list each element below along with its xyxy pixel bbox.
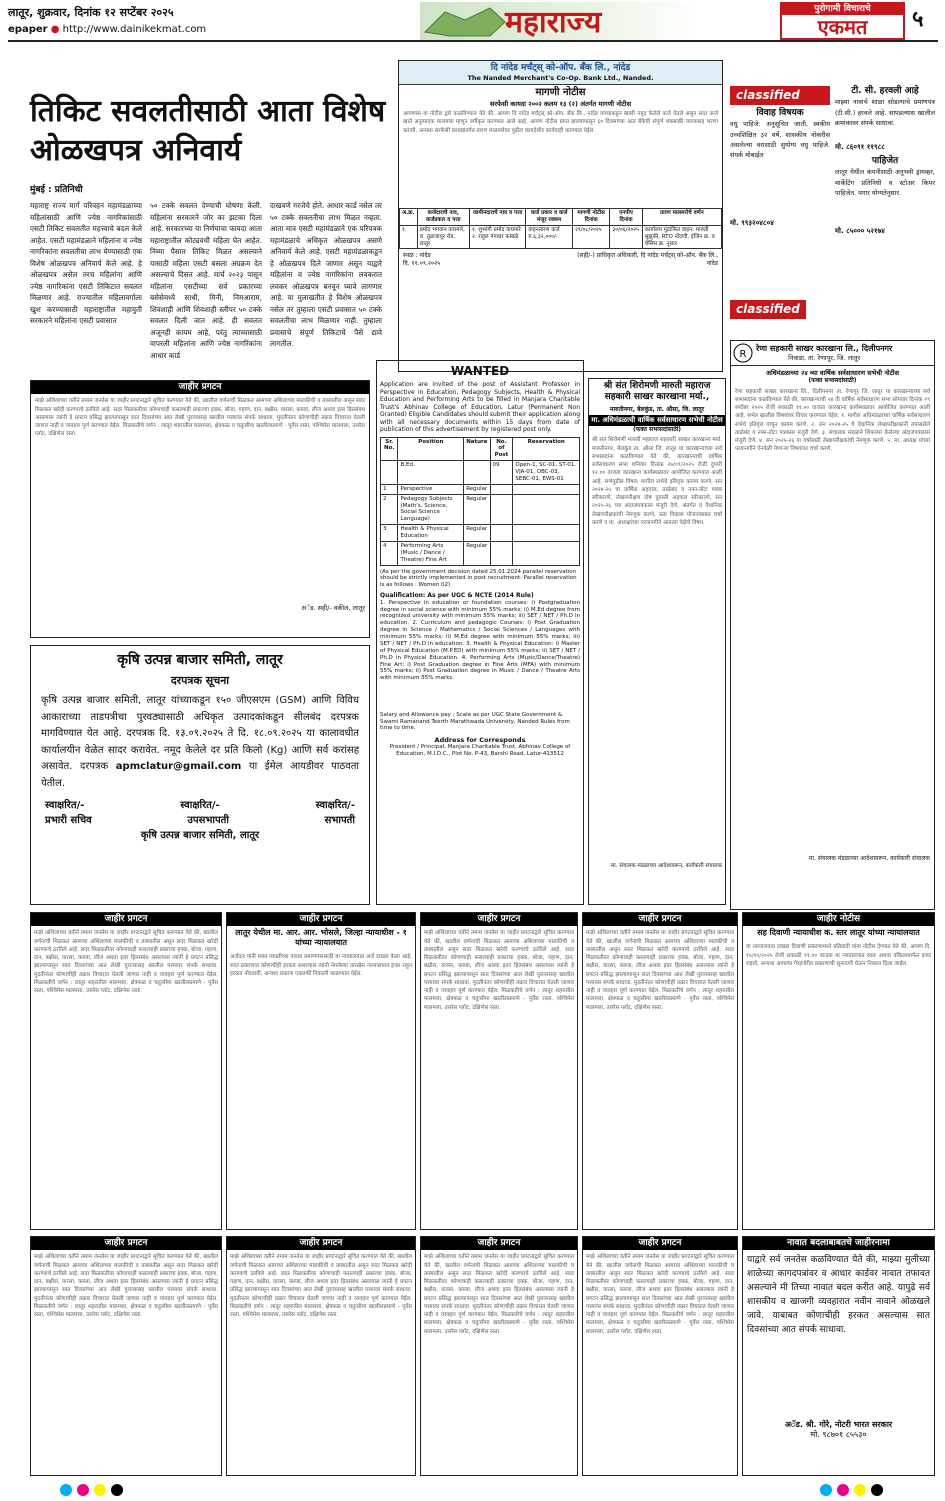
table-cell: Regular xyxy=(464,541,490,565)
civil-court-body: या न्यायालयात दाखल दिवाणी प्रकरणामध्ये प्रतिवादी यांना नोटीस देण्यात येते की, आपण दि. १५/१०/२०२५ रोजी सकाळी ११.०० वाजता या न्यायालयात स्वतः अथवा वकिलामार्फत हजर राहावे, अन्यथा आपल्या गैरहजेरीत प्रकरणाची सुनावणी घेऊन निकाल दिला जाईल. xyxy=(746,944,931,967)
map-icon xyxy=(420,2,510,40)
public-notice-5-body: माझे अशिलाच्या वतीने तमाम जनतेस या जाहीर प्रगटनाद्वारे सूचित करण्यात येते की, खालील वर्णनाची मिळकत आमच्या अशिलाच्या मालकीची व ताब्यातील असून सदर मिळकत खरेदी करण्याचे ठरविले आहे. सदर मिळकतीवर कोणाचाही कसल्याही प्रकारचा हक्क, बोजा, गहाण, दान, बक्षीस, वारसा, कब्जा, लीज अथवा इतर हितसंबंध असल्यास त्यांनी हे प्रगटन प्रसिद्ध झाल्यापासून सात दिवसांच्या आत लेखी पुराव्यासह खालील पत्त्यावर संपर्क साधावा. मुदतीनंतर कोणाचीही तक्रार विचारात घेतली जाणार नाही व व्यवहार पूर्ण करण्यात येईल. मिळकतीचे वर्णन : लातूर शहरातील मालमत्ता, क्षेत्रफळ व चतुःसीमा खालीलप्रमाणे - पूर्वेस रस्ता, पश्चिमेस मालमत्ता, उत्तरेस प्लॉट, दक्षिणेस रस्ता. xyxy=(230,1254,412,1318)
sant-notice-title: मा. अधिमंडळाची वार्षिक सर्वसाधारण सभेची नोटीस xyxy=(589,415,725,426)
bank-name-en: The Nanded Merchant's Co-Op. Bank Ltd., Nanded. xyxy=(467,74,654,83)
table-cell: Open-1, SC-01, ST-01, VJA-01, OBC-03, SEBC-01, EWS-01 xyxy=(513,461,580,485)
table-cell: १. xyxy=(400,225,418,249)
header-rule xyxy=(8,40,938,42)
left-notice-body: माझे अशिलाच्या वतीने तमाम जनतेस या जाहीर प्रगटनाद्वारे सूचित करण्यात येते की, खालील वर्णनाची मिळकत आमच्या अशिलाच्या मालकीची व ताब्यातील असून सदर मिळकत खरेदी करण्याचे ठरविले आहे. सदर मिळकतीवर कोणाचाही कसल्याही प्रकारचा हक्क, बोजा, गहाण, दान, बक्षीस, वारसा, कब्जा, लीज अथवा इतर हितसंबंध असल्यास त्यांनी हे प्रगटन प्रसिद्ध झाल्यापासून सात दिवसांच्या आत लेखी पुराव्यासह खालील पत्त्यावर संपर्क साधावा. मुदतीनंतर कोणाचीही तक्रार विचारात घेतली जाणार नाही व व्यवहार पूर्ण करण्यात येईल. मिळकतीचे वर्णन : लातूर शहरातील मालमत्ता, क्षेत्रफळ व चतुःसीमा खालीलप्रमाणे - पूर्वेस रस्ता, पश्चिमेस मालमत्ता, उत्तरेस प्लॉट, दक्षिणेस रस्ता. xyxy=(35,398,365,438)
epaper-label: epaper xyxy=(8,24,48,35)
classified-block xyxy=(730,86,935,306)
table-header: Position xyxy=(398,437,464,461)
apmc-footer: कृषि उत्पन्न बाजार समिती, लातूर xyxy=(140,830,260,842)
renuka-subtitle: (फक्त सभासदांसाठी) xyxy=(808,377,857,385)
public-notice-2-body: माझे अशिलाच्या वतीने तमाम जनतेस या जाहीर प्रगटनाद्वारे सूचित करण्यात येते की, खालील वर्णनाची मिळकत आमच्या अशिलाच्या मालकीची व ताब्यातील असून सदर मिळकत खरेदी करण्याचे ठरविले आहे. सदर मिळकतीवर कोणाचाही कसल्याही प्रकारचा हक्क, बोजा, गहाण, दान, बक्षीस, वारसा, कब्जा, लीज अथवा इतर हितसंबंध असल्यास त्यांनी हे प्रगटन प्रसिद्ध झाल्यापासून सात दिवसांच्या आत लेखी पुराव्यासह खालील पत्त्यावर संपर्क साधावा. मुदतीनंतर कोणाचीही तक्रार विचारात घेतली जाणार नाही व व्यवहार पूर्ण करण्यात येईल. मिळकतीचे वर्णन : लातूर शहरातील मालमत्ता, क्षेत्रफळ व चतुःसीमा खालीलप्रमाणे - पूर्वेस रस्ता, पश्चिमेस मालमत्ता, उत्तरेस प्लॉट, दक्षिणेस रस्ता. xyxy=(424,930,574,1011)
public-notice-2-title: जाहीर प्रगटन xyxy=(421,913,577,926)
left-notice-title: जाहीर प्रगटन xyxy=(31,381,369,394)
lead-col-1: महाराष्ट्र राज्य मार्ग परिवहन महामंडळाच्या महिलांसाठी आणि ज्येष्ठ नागरिकांसाठी एसटी तिकिट सवलतीत महत्त्वाचे बदल केले आहेत. एसटी महामंडळाने महिलांना व ज्येष्ठ नागरिकांना सवलतीचा लाभ घेण्यासाठी एक विशेष ओळखपत्र अनिवार्य केले आहे. हे ओळखपत्र असेल तरच महिलांना आणि ज्येष्ठ नागरिकांना एसटी तिकिटात सवलत मिळणार आहे. राज्यातील महिलावर्गाला खुश करण्यासाठी महाराष्ट्रातील महायुती सरकारने महिलांना एसटी प्रवासात xyxy=(30,201,142,326)
renuka-signature: मा. संचालक मंडळाच्या आदेशावरून, कार्यकारी संचालक xyxy=(808,854,930,862)
table-header: Nature xyxy=(464,437,490,461)
court-notice-court: लातूर येथील मा. आर. आर. भोसले, जिल्हा न्यायाधीश - १ यांच्या न्यायालयात xyxy=(235,928,407,948)
table-header: Reservation xyxy=(513,437,580,461)
table-cell: कार्यालय मुद्रांकित वाहन: मारुती सुझुकी, RTO नोंदणी, इंजिन क्र. व चेसिस क्र. नुसार xyxy=(642,225,721,249)
public-notice-1 xyxy=(30,912,222,1230)
name-change-signature: अॅड. श्री. गोरे, नोटरी भारत सरकार xyxy=(784,1420,893,1430)
renuka-title: अधिमंडळाच्या २४ व्या वार्षिक सर्वसाधारण सभेची नोटीस xyxy=(766,369,899,377)
bank-name: दि नांदेड मर्चंट्स् को-ऑप. बँक लि., नांदेड xyxy=(490,63,631,73)
wanted-notice xyxy=(376,360,584,905)
bank-notice-table xyxy=(399,208,722,249)
paper-name: एकमत xyxy=(817,15,868,39)
bank-notice-date: दि. ११.०९.२०२५ xyxy=(403,259,441,267)
lead-headline: तिकिट सवलतीसाठी आता विशेष ओळखपत्र अनिवार्य xyxy=(30,94,386,168)
sant-body: श्री संत शिरोमणी मारुती महाराज सहकारी साखर कारखाना मर्या. मारुतीनगर, बेलकुंड ता. औसा जि. लातूर या कारखान्याच्या सर्व सभासदांना कळविण्यात येते की, कारखान्याची वार्षिक सर्वसाधारण सभा शनिवार दिनांक २७/०९/२०२५ रोजी दुपारी १२.०० वाजता कारखाना कार्यस्थळावर आयोजित करण्यात आली आहे. सभेपुढील विषय: मागील सभेचे इतिवृत्त कायम करणे, सन २०२४-२५ चा वार्षिक अहवाल, ताळेबंद व नफा-तोटा पत्रक स्वीकारणे, लेखापरीक्षण दोष दुरुस्ती अहवाल स्वीकारणे, सन २०२५-२६ च्या अंदाजपत्रकास मंजुरी देणे, अंतर्गत व वैधानिक लेखापरीक्षकांची नेमणूक करणे, ऊस विकास योजनांबाबत चर्चा करणे व मा. अध्यक्षांच्या परवानगीने आयत्या वेळेचे विषय. xyxy=(592,437,722,526)
bank-notice-place: स्थळ : नांदेड xyxy=(403,252,431,260)
wanted-salary: Salary and Allowance pay : Scale as per UGC State Government & Swami Ramanand Teerth Marathwada University, Nanded Rules from time to time. xyxy=(380,711,570,732)
bank-notice-subtitle: सरफेसी कायदा २००२ कलम १३ (२) अंतर्गत मागणी नोटीस xyxy=(489,99,631,108)
left-notice-signature: अॅड. सही/- वकील, लातूर xyxy=(301,604,365,613)
table-cell: 09 xyxy=(490,461,513,485)
wanted-note: (As per the government decision dated 25.01.2024 parallel reservation should be strictly implemented in post recruitment. Parallel reservation is as follows : Women 02) xyxy=(380,568,577,589)
table-cell xyxy=(513,525,580,542)
table-cell: Health & Physical Education xyxy=(398,525,464,542)
page-number: ५ xyxy=(912,7,924,32)
wanted-ad-phone: मो. ८५००० ५२१७४ xyxy=(835,227,885,236)
table-header: तारण मालमत्तेचे वर्णन xyxy=(642,209,721,226)
table-header: Sr. No. xyxy=(381,437,398,461)
table-cell: ३०/०६/२०२५ xyxy=(610,225,642,249)
public-notice-4-body: माझे अशिलाच्या वतीने तमाम जनतेस या जाहीर प्रगटनाद्वारे सूचित करण्यात येते की, खालील वर्णनाची मिळकत आमच्या अशिलाच्या मालकीची व ताब्यातील असून सदर मिळकत खरेदी करण्याचे ठरविले आहे. सदर मिळकतीवर कोणाचाही कसल्याही प्रकारचा हक्क, बोजा, गहाण, दान, बक्षीस, वारसा, कब्जा, लीज अथवा इतर हितसंबंध असल्यास त्यांनी हे प्रगटन प्रसिद्ध झाल्यापासून सात दिवसांच्या आत लेखी पुराव्यासह खालील पत्त्यावर संपर्क साधावा. मुदतीनंतर कोणाचीही तक्रार विचारात घेतली जाणार नाही व व्यवहार पूर्ण करण्यात येईल. मिळकतीचे वर्णन : लातूर शहरातील मालमत्ता, क्षेत्रफळ व चतुःसीमा खालीलप्रमाणे - पूर्वेस रस्ता, पश्चिमेस मालमत्ता, उत्तरेस प्लॉट, दक्षिणेस रस्ता. xyxy=(34,1254,218,1318)
classified-label-2: classified xyxy=(730,300,806,319)
renuka-address: निवाडा, ता. रेणापूर, जि. लातूर xyxy=(788,353,861,362)
table-header: No. of Post xyxy=(490,437,513,461)
factory-logo-icon xyxy=(733,343,753,363)
table-cell: B.Ed. xyxy=(398,461,464,485)
table-header: एनपीए दिनांक xyxy=(610,209,642,226)
wanted-ad-title: पाहिजेत xyxy=(871,156,899,166)
sant-sub: (फक्त सभासदांसाठी) xyxy=(632,425,682,433)
public-notice-3-title: जाहीर प्रगटन xyxy=(583,913,737,926)
name-change-title: नावात बदलाबाबतचे जाहीरनामा xyxy=(743,1237,934,1250)
table-row xyxy=(381,541,580,565)
epaper-line xyxy=(8,24,206,37)
court-notice-title: जाहीर प्रगटन xyxy=(227,913,415,926)
court-notice-body: अर्जदार यांनी मयत व्यक्तीच्या वारसा प्रमाणपत्रासाठी या न्यायालयात अर्ज दाखल केला आहे. सदर प्रकरणात कोणाचीही हरकत असल्यास त्यांनी नेमलेल्या तारखेस न्यायालयात हजर राहून हरकत नोंदवावी, अन्यथा प्रकरण एकतर्फी निकाली काढण्यात येईल. xyxy=(230,954,412,977)
public-notice-7-title: जाहीर प्रगटन xyxy=(583,1237,737,1250)
tc-lost-phone: मो. ८६०९१ ११९८८ xyxy=(835,143,885,152)
epaper-icon: ● xyxy=(50,24,60,35)
apmc-role-1: प्रभारी सचिव xyxy=(45,814,92,826)
table-cell xyxy=(490,494,513,525)
lead-byline: मुंबई : प्रतिनिधी xyxy=(30,185,83,195)
website-link[interactable]: http://www.dainikekmat.com xyxy=(62,24,207,35)
table-cell xyxy=(490,484,513,494)
public-notice-7-body: माझे अशिलाच्या वतीने तमाम जनतेस या जाहीर प्रगटनाद्वारे सूचित करण्यात येते की, खालील वर्णनाची मिळकत आमच्या अशिलाच्या मालकीची व ताब्यातील असून सदर मिळकत खरेदी करण्याचे ठरविले आहे. सदर मिळकतीवर कोणाचाही कसल्याही प्रकारचा हक्क, बोजा, गहाण, दान, बक्षीस, वारसा, कब्जा, लीज अथवा इतर हितसंबंध असल्यास त्यांनी हे प्रगटन प्रसिद्ध झाल्यापासून सात दिवसांच्या आत लेखी पुराव्यासह खालील पत्त्यावर संपर्क साधावा. मुदतीनंतर कोणाचीही तक्रार विचारात घेतली जाणार नाही व व्यवहार पूर्ण करण्यात येईल. मिळकतीचे वर्णन : लातूर शहरातील मालमत्ता, क्षेत्रफळ व चतुःसीमा खालीलप्रमाणे - पूर्वेस रस्ता, पश्चिमेस मालमत्ता, उत्तरेस प्लॉट, दक्षिणेस रस्ता. xyxy=(586,1254,734,1335)
marriage-body: वधु पाहिजे: अनुसूचित जाती, स्वकीय उच्चशिक्षित ३२ वर्षे, शासकीय नोकरीस असलेल्या वरासाठी सुयोग्य वधु पाहिजे. संपर्क मोबाईल xyxy=(730,120,830,160)
sant-name: श्री संत शिरोमणी मारुती महाराज सहकारी साखर कारखाना मर्या., xyxy=(603,381,711,403)
public-notice-5-title: जाहीर प्रगटन xyxy=(227,1237,415,1250)
public-notice-6-title: जाहीर प्रगटन xyxy=(421,1237,577,1250)
table-cell: Performing Arts (Music / Dance / Theatre) Fine Art xyxy=(398,541,464,565)
yellow-dot xyxy=(94,1484,106,1496)
lead-col-3: दाखवणे गरजेचे होते. आधार कार्ड नसेल तर ५० टक्के सवलतीचा लाभ मिळत नव्हता. आता मात्र एसटी महामंडळाने एक परिपत्रक महामंडळाचे अधिकृत ओळखपत्र असणे अनिवार्य केले आहे. एसटी महामंडळाकडून हे ओळखपत्र दिले जाणार असून याद्वारे महिलांना व ज्येष्ठ नागरिकांना लवकरात लवकर ओळखपत्र बनवून घ्यावे लागणार आहे. या मुलाखतीत हे विशेष ओळखपत्र नसेल तर तुम्हाला एसटी प्रवासात ५० टक्के सवलतीचा लाभ मिळणार नाही. तुम्हाला प्रवासाचे संपूर्ण तिकिटाचे पैसे द्यावे लागतील. xyxy=(270,201,382,349)
public-notice-6-body: माझे अशिलाच्या वतीने तमाम जनतेस या जाहीर प्रगटनाद्वारे सूचित करण्यात येते की, खालील वर्णनाची मिळकत आमच्या अशिलाच्या मालकीची व ताब्यातील असून सदर मिळकत खरेदी करण्याचे ठरविले आहे. सदर मिळकतीवर कोणाचाही कसल्याही प्रकारचा हक्क, बोजा, गहाण, दान, बक्षीस, वारसा, कब्जा, लीज अथवा इतर हितसंबंध असल्यास त्यांनी हे प्रगटन प्रसिद्ध झाल्यापासून सात दिवसांच्या आत लेखी पुराव्यासह खालील पत्त्यावर संपर्क साधावा. मुदतीनंतर कोणाचीही तक्रार विचारात घेतली जाणार नाही व व्यवहार पूर्ण करण्यात येईल. मिळकतीचे वर्णन : लातूर शहरातील मालमत्ता, क्षेत्रफळ व चतुःसीमा खालीलप्रमाणे - पूर्वेस रस्ता, पश्चिमेस मालमत्ता, उत्तरेस प्लॉट, दक्षिणेस रस्ता. xyxy=(424,1254,574,1335)
sant-address: मारुतीनगर, बेलकुंड, ता. औसा, जि. लातूर xyxy=(609,405,705,413)
public-notice-7 xyxy=(582,1236,738,1476)
wanted-qual-body: 1. Perspective in education or foundation courses: i) Postgraduation degree in social science with minimum 55% marks; ii) M.Ed degree from recognized university with minimum 55% marks; iii) SET / NET / Ph.D in education. 2. Curriculum and pedagogic Courses: i) Post Graduation degree in Science / Mathematics / Social Sciences / Languages with minimum 55% marks; ii) M.Ed degree with minimum 55% marks; iii) SET / NET / Ph.D in education. 3. Health & Physical Education: i) Master of Physical Education (M.P.ED) with minimum 55% marks; ii) SET / NET / Ph.D in Physical Education. 4. Performing Arts (Music/Dance/Theatre) Fine Art: i) Post Graduation degree in Fine Arts (MFA) with minimum 55% marks; ii) Post Graduation degree in Music / Dance / Theatre Arts with minimum 55% marks. xyxy=(380,599,580,682)
magenta-dot xyxy=(77,1484,89,1496)
lead-col-2: ५० टक्के सवलत देण्याची घोषणा केली. महिलांना सरकारने जोर का झटका दिला आहे. सरकारच्या या निर्णयाचा फायदा आता महाराष्ट्रातील कोट्यवधी महिला घेत आहेत. निम्मा पैसात तिकिट मिळत असल्याने यासाठी महिला एसटी बसला अग्रक्रम देत असल्याचे दिसत आहे. मार्च २०२३ पासून महिलांना एसटीच्या सर्व प्रकारच्या बसेसेमध्ये साधी, मिनी, निमआराम, शिवशाही आणि शिवशाही स्लीपर ५० टक्के सवलत दिली जात आहे. ही सवलत अजूनही कायम आहे, परंतु त्याच्यासाठी वापरली महिलांना आणि ज्येष्ठ नागरिकांना आधार कार्ड xyxy=(150,201,262,360)
renuka-body: रेणा सहकारी साखर कारखाना लि., दिलीपनगर ता. रेणापूर जि. लातूर या कारखान्याच्या सर्व सभासदांना कळविण्यात येते की, कारखान्याची २४ वी वार्षिक सर्वसाधारण सभा सोमवार दिनांक २९ सप्टेंबर २०२५ रोजी सकाळी ११.०० वाजता कारखाना कार्यस्थळावर आयोजित करण्यात आली आहे. सभेत खालील विषयांवर विचार करण्यात येईल. १. मागील अधिमंडळाच्या वार्षिक सर्वसाधारण सभेचे इतिवृत्त वाचून कायम करणे. २. सन २०२४-२५ चे वैधानिक लेखापरीक्षकांनी तपासलेले ताळेबंद व नफा-तोटा पत्रकास मंजुरी देणे. ३. संचालक मंडळाने शिफारस केलेल्या अंदाजपत्रकास मंजुरी देणे. ४. सन २०२५-२६ या वर्षासाठी लेखापरीक्षकांची नेमणूक करणे. ५. मा. अध्यक्ष यांच्या परवानगीने ऐनवेळी येणाऱ्या विषयांवर चर्चा करणे. xyxy=(735,388,930,453)
wanted-ad-body: लातूर येथील कंपनीसाठी अनुभवी ड्रायव्हर, मार्केटिंग प्रतिनिधी व स्टोअर किपर पाहिजेत. पगार योग्यतेनुसार. xyxy=(835,168,935,198)
marriage-title: विवाह विषयक xyxy=(756,108,804,118)
cyan-dot xyxy=(820,1484,832,1496)
name-change-body: याद्वारे सर्व जनतेस कळविण्यात येते की, माझ्या मुलीच्या शाळेच्या कागदपत्रांवर व आधार कार्डवर नावात तफावत असल्याने मी तिच्या नावात बदल करीत आहे. यापुढे सर्व शासकीय व खाजगी व्यवहारात नवीन नावाने ओळखले जावे. याबाबत कोणाचीही हरकत असल्यास सात दिवसांच्या आत संपर्क साधावा. xyxy=(747,1255,930,1335)
name-change-phone: मो. ९८७०१ ८५५३० xyxy=(810,1430,867,1440)
table-row xyxy=(381,494,580,525)
table-cell: 1 xyxy=(381,484,398,494)
civil-court-notice xyxy=(742,912,935,1230)
apmc-body xyxy=(31,687,369,792)
apmc-sig-1: स्वाक्षरित/- xyxy=(45,800,85,812)
table-cell xyxy=(513,541,580,565)
section-title: महाराज्य xyxy=(505,5,602,40)
table-cell: Pedagogy Subjects (Math's, Science, Social Science Language) xyxy=(398,494,464,525)
apmc-title: कृषि उत्पन्न बाजार समिती, लातूर xyxy=(117,652,283,668)
svg-text:R: R xyxy=(739,349,747,360)
apmc-role-2: उपसभापती xyxy=(187,814,229,826)
public-notice-5 xyxy=(226,1236,416,1476)
tc-lost-body: माझ्या नावाचे शाळा सोडल्याचे प्रमाणपत्र (टी.सी.) हरवले आहे. सापडल्यास खालील क्रमांकावर संपर्क साधावा. xyxy=(835,98,935,128)
apmc-body-text-2: या ईमेल आयडीवर पाठवता येतील. xyxy=(41,761,360,789)
table-cell: प्रमोद भगवान वाघमारे, रा. तुळजापूर रोड, लातूर xyxy=(417,225,469,249)
table-cell: Regular xyxy=(464,525,490,542)
wanted-address: President / Principal, Manjara Charitable Trust, Abhinav College of Education, M.I.D.C., Plot No. P-43, Barshi Road, Latur-413512 xyxy=(389,744,571,758)
public-notice-1-title: जाहीर प्रगटन xyxy=(31,913,221,926)
apmc-email[interactable]: apmclatur@gmail.com xyxy=(115,761,242,773)
public-notice-6 xyxy=(420,1236,578,1476)
print-color-bar xyxy=(60,1484,128,1496)
apmc-body-text: कृषि उत्पन्न बाजार समिती, लातूर यांच्याकडून १५० जीएसएम (GSM) आणि विविध आकाराच्या ताडपत्रीचा पुरवठ्यासाठी अधिकृत उत्पादकांकडून सीलबंद दरपत्रक मागविण्यात येत आहे. दरपत्रक दि. १३.०९.२०२५ ते दि. १८.०९.२०२५ या कालावधीत कार्यालयीन वेळेत सादर करावेत. नमूद केलेले दर प्रति किलो (Kg) आणि सर्व करांसह असावेत. दरपत्रक xyxy=(41,695,359,773)
sant-notice xyxy=(588,378,726,905)
wanted-title: WANTED xyxy=(450,364,510,378)
marriage-phone: मो. ९९३२०४८०४ xyxy=(730,219,774,228)
print-color-bar-2 xyxy=(820,1484,888,1496)
table-cell xyxy=(490,541,513,565)
apmc-notice xyxy=(30,645,370,905)
table-header: मागणी नोटीस दिनांक xyxy=(572,209,609,226)
table-cell: Regular xyxy=(464,484,490,494)
public-notice-3-body: माझे अशिलाच्या वतीने तमाम जनतेस या जाहीर प्रगटनाद्वारे सूचित करण्यात येते की, खालील वर्णनाची मिळकत आमच्या अशिलाच्या मालकीची व ताब्यातील असून सदर मिळकत खरेदी करण्याचे ठरविले आहे. सदर मिळकतीवर कोणाचाही कसल्याही प्रकारचा हक्क, बोजा, गहाण, दान, बक्षीस, वारसा, कब्जा, लीज अथवा इतर हितसंबंध असल्यास त्यांनी हे प्रगटन प्रसिद्ध झाल्यापासून सात दिवसांच्या आत लेखी पुराव्यासह खालील पत्त्यावर संपर्क साधावा. मुदतीनंतर कोणाचीही तक्रार विचारात घेतली जाणार नाही व व्यवहार पूर्ण करण्यात येईल. मिळकतीचे वर्णन : लातूर शहरातील मालमत्ता, क्षेत्रफळ व चतुःसीमा खालीलप्रमाणे - पूर्वेस रस्ता, पश्चिमेस मालमत्ता, उत्तरेस प्लॉट, दक्षिणेस रस्ता. xyxy=(586,930,734,1011)
wanted-qual-title: Qualification: As per UGC & NCTE (2014 Rule) xyxy=(380,592,534,600)
court-notice xyxy=(226,912,416,1230)
table-cell: वाहनतारण कर्ज रु.६,३२,०००/- xyxy=(526,225,573,249)
cyan-dot xyxy=(60,1484,72,1496)
black-dot xyxy=(871,1484,883,1496)
table-row xyxy=(381,484,580,494)
wanted-body: Application are invited of the post of Assistant Professor in Perspective in Education, Pedagogy Subjects, Health & Physical Education and Performing Arts to be filled in Manjara Charitable Trust's Abhinav College of Education, Latur (Permanent Non Granted) Eligible Candidates should submit their application along with all necessary documents within 15 days from date of publication of this advertisement by registered post only. xyxy=(380,381,580,433)
wanted-address-title: Address for Corresponds xyxy=(434,736,526,745)
civil-court-name: सह दिवाणी न्यायाधीश क. स्तर लातूर यांच्या न्यायालयात xyxy=(757,928,920,938)
apmc-sig-3: स्वाक्षरित/- xyxy=(315,800,355,812)
left-public-notice xyxy=(30,380,370,638)
public-notice-4-title: जाहीर प्रगटन xyxy=(31,1237,221,1250)
tc-lost-title: टी. सी. हरवली आहे xyxy=(851,86,919,96)
table-row xyxy=(400,225,722,249)
public-notice-3 xyxy=(582,912,738,1230)
table-header: कर्जदाराचे नाव, कर्जप्रकार व पत्ता xyxy=(417,209,469,226)
bank-notice-title: मागणी नोटीस xyxy=(535,87,586,99)
table-cell xyxy=(381,461,398,485)
bank-notice xyxy=(398,60,723,372)
public-notice-2 xyxy=(420,912,578,1230)
table-row xyxy=(381,525,580,542)
name-change-notice xyxy=(742,1236,935,1476)
table-cell: 2 xyxy=(381,494,398,525)
table-cell: Regular xyxy=(464,494,490,525)
table-row xyxy=(381,461,580,485)
wanted-table xyxy=(380,437,580,566)
bank-notice-body: आपणास या नोटीस द्वारे कळविण्यात येते की, आपण दि नांदेड मर्चंट्स् को-ऑप. बँक लि., नांदेड यांच्याकडून खाली नमूद केलेले कर्ज घेतले असून सदर कर्ज खाते अनुत्पादक मालमत्ता म्हणून वर्गीकृत करण्यात आले आहे. आपण नोटीस प्राप्त झाल्यापासून ६० दिवसांच्या आत बँकेची संपूर्ण थकबाकी व्याजासह भरणा करावी, अन्यथा सरफेसी कायद्यांतर्गत तारण मालमत्तेवर पुढील कायदेशीर कार्यवाही करण्यात येईल. xyxy=(403,111,718,134)
black-dot xyxy=(111,1484,123,1496)
table-cell xyxy=(513,494,580,525)
renuka-name: रेणा सहकारी साखर कारखाना लि., दिलीपनगर xyxy=(756,343,893,353)
table-cell: १. शुभांगी प्रमोद वाघमारे २. राहुल गंगाधर कांबळे xyxy=(469,225,525,249)
table-cell xyxy=(490,525,513,542)
civil-court-title: जाहीर नोटीस xyxy=(743,913,934,926)
table-cell: २९/०८/२०२५ xyxy=(572,225,609,249)
bank-notice-signature: (सही/-) प्राधिकृत अधिकारी, दि नांदेड मर्चंट्स् को-ऑप. बँक लि., नांदेड xyxy=(577,252,718,267)
table-cell: Perspective xyxy=(398,484,464,494)
table-cell xyxy=(464,461,490,485)
yellow-dot xyxy=(854,1484,866,1496)
paper-tagline: पुरोगामी विचाराचे xyxy=(782,4,903,15)
table-cell: 3 xyxy=(381,525,398,542)
apmc-role-3: सभापती xyxy=(324,814,355,826)
table-header: कर्ज प्रकार व कर्ज मंजूर रक्कम xyxy=(526,209,573,226)
public-notice-4 xyxy=(30,1236,222,1476)
apmc-sig-2: स्वाक्षरित/- xyxy=(180,800,220,812)
table-header: अ.क्र. xyxy=(400,209,418,226)
renuka-notice xyxy=(730,340,935,910)
table-cell: 4 xyxy=(381,541,398,565)
apmc-subtitle: दरपत्रक सूचना xyxy=(170,673,230,687)
sant-signature: मा. संचालक मंडळाच्या आदेशावरून, कार्यकारी संचालक xyxy=(610,863,722,870)
table-header: जामीनदाराचे नाव व पत्ता xyxy=(469,209,525,226)
magenta-dot xyxy=(837,1484,849,1496)
date-line: लातूर, शुक्रवार, दिनांक १२ सप्टेंबर २०२५ xyxy=(8,6,174,19)
classified-label: classified xyxy=(730,86,830,105)
table-cell xyxy=(513,484,580,494)
public-notice-1-body: माझे अशिलाच्या वतीने तमाम जनतेस या जाहीर प्रगटनाद्वारे सूचित करण्यात येते की, खालील वर्णनाची मिळकत आमच्या अशिलाच्या मालकीची व ताब्यातील असून सदर मिळकत खरेदी करण्याचे ठरविले आहे. सदर मिळकतीवर कोणाचाही कसल्याही प्रकारचा हक्क, बोजा, गहाण, दान, बक्षीस, वारसा, कब्जा, लीज अथवा इतर हितसंबंध असल्यास त्यांनी हे प्रगटन प्रसिद्ध झाल्यापासून सात दिवसांच्या आत लेखी पुराव्यासह खालील पत्त्यावर संपर्क साधावा. मुदतीनंतर कोणाचीही तक्रार विचारात घेतली जाणार नाही व व्यवहार पूर्ण करण्यात येईल. मिळकतीचे वर्णन : लातूर शहरातील मालमत्ता, क्षेत्रफळ व चतुःसीमा खालीलप्रमाणे - पूर्वेस रस्ता, पश्चिमेस मालमत्ता, उत्तरेस प्लॉट, दक्षिणेस रस्ता. xyxy=(34,930,218,994)
